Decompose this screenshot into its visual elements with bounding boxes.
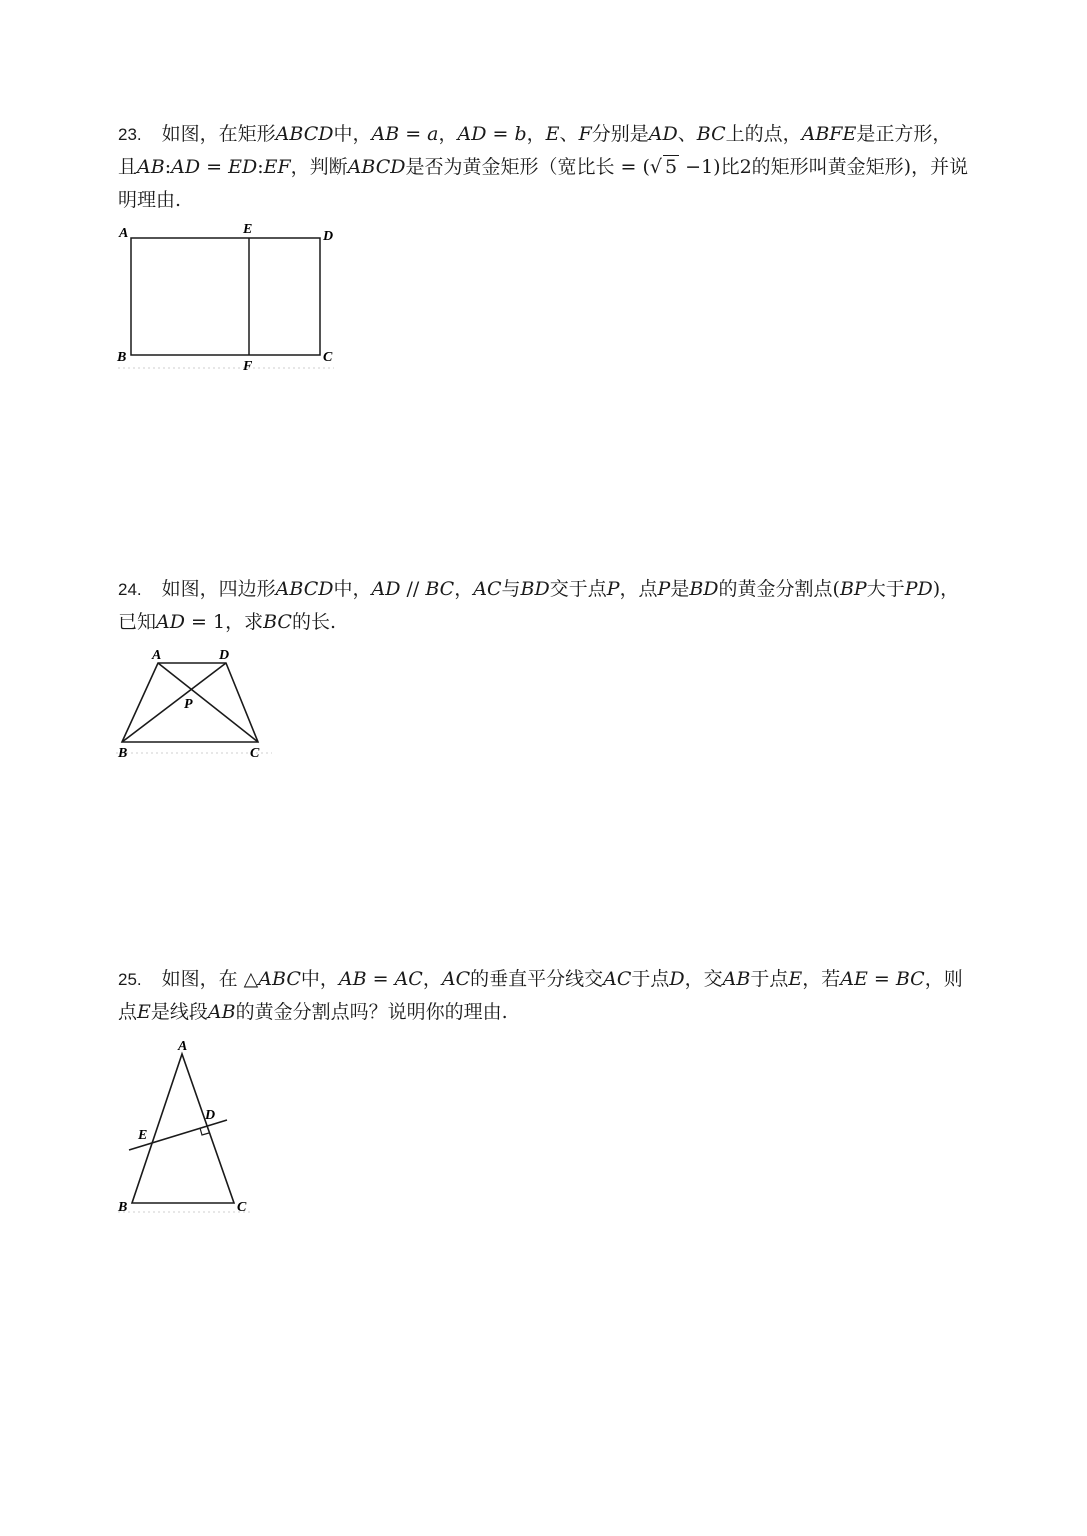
label-P: P bbox=[184, 697, 193, 712]
problem-number: 24. bbox=[118, 580, 142, 599]
figure-25-triangle bbox=[112, 1035, 262, 1219]
label-C: C bbox=[250, 746, 260, 761]
label-D: D bbox=[205, 1108, 216, 1123]
label-C: C bbox=[237, 1200, 247, 1215]
problem-number: 25. bbox=[118, 970, 142, 989]
problem-25-text: 25. 如图，在 △ABC中，AB = AC，AC的垂直平分线交AC于点D，交AB于点E，若AE = BC，则点E是线段AB的黄金分割点吗？说明你的理由. bbox=[118, 968, 963, 1023]
label-E: E bbox=[138, 1128, 148, 1143]
figure-24-trapezoid bbox=[112, 643, 282, 765]
problem-number: 23. bbox=[118, 125, 142, 144]
label-D: D bbox=[219, 648, 230, 663]
figure-23-rectangle bbox=[112, 218, 342, 374]
label-B: B bbox=[118, 746, 128, 761]
label-D: D bbox=[323, 229, 334, 244]
label-B: B bbox=[117, 350, 127, 365]
label-E: E bbox=[243, 222, 253, 237]
label-C: C bbox=[323, 350, 333, 365]
label-A: A bbox=[152, 648, 162, 663]
label-B: B bbox=[118, 1200, 128, 1215]
sqrt-symbol: √ bbox=[649, 156, 663, 178]
problem-24-text: 24. 如图，四边形ABCD中，AD // BC，AC与BD交于点P，点P是BD的黄金分割点(BP大于PD)，已知AD = 1，求BC的长. bbox=[118, 578, 960, 633]
label-A: A bbox=[119, 226, 129, 241]
problem-23-text: 23. 如图，在矩形ABCD中，AB = a，AD = b，E、F分别是AD、BC上的点，ABFE是正方形，且AB:AD = ED:EF，判断ABCD是否为黄金矩形（宽比长 = (√ 5 −1)比2的矩形叫黄金矩形)，并说明理由. bbox=[118, 123, 969, 211]
label-F: F bbox=[243, 359, 253, 374]
label-A: A bbox=[178, 1039, 188, 1054]
